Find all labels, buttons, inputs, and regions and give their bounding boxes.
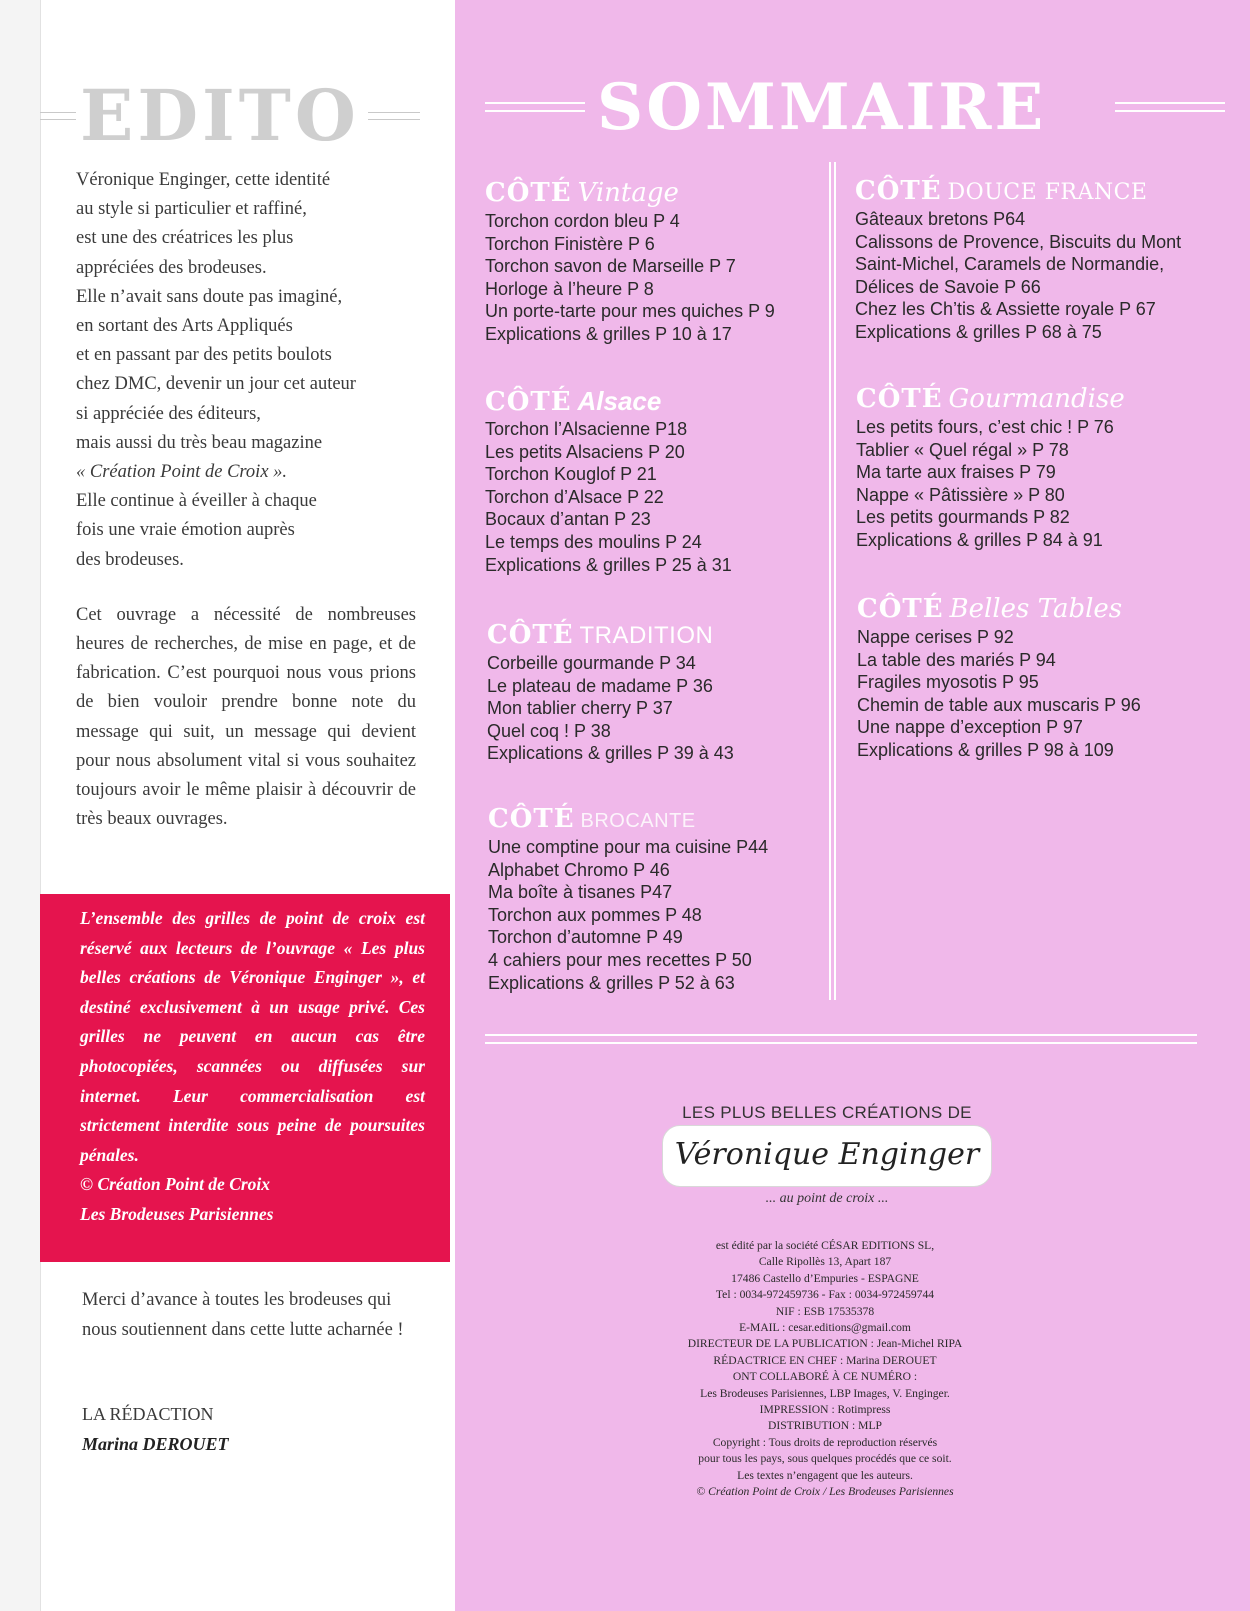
signature-label: LA RÉDACTION: [82, 1404, 214, 1424]
page-edge: [0, 0, 41, 1611]
toc-item: Corbeille gourmande P 34: [487, 653, 696, 673]
cote-label: CÔTÉ: [856, 384, 943, 414]
credit-line: NIF : ESB 17535378: [775, 1304, 875, 1318]
toc-item: Nappe « Pâtissière » P 80: [856, 484, 1065, 505]
toc-item: Une nappe d’exception P 97: [857, 717, 1083, 738]
credit-line: pour tous les pays, sous quelques procédés que ce soit.: [698, 1452, 952, 1466]
toc-item: Tablier « Quel régal » P 78: [856, 439, 1069, 460]
edito-paragraph-2: Cet ouvrage a nécessité de nombreuses heures de recherches, de mise en page, et de fabrication. C’est pourquoi nous vous prions de bien vouloir prendre bonne note du message qui suit, un message qui devient pour nous absolument vital si vous souhaitez toujours avoir le même plaisir à découvrir de très beaux ouvrages.: [76, 604, 416, 830]
cote-label: CÔTÉ: [485, 387, 572, 417]
toc-item: Chez les Ch’tis & Assiette royale P 67: [855, 299, 1156, 320]
cote-label: CÔTÉ: [857, 594, 944, 624]
cote-label: CÔTÉ: [487, 620, 574, 650]
edito-line: en sortant des Arts Appliqués: [76, 316, 293, 337]
section-items: [487, 652, 734, 765]
section-brocante: [488, 802, 768, 994]
toc-item: Explications & grilles P 84 à 91: [856, 529, 1103, 550]
toc-item: Horloge à l’heure P 8: [485, 278, 654, 299]
toc-item: Torchon Finistère P 6: [485, 233, 655, 254]
column-divider: [829, 162, 831, 1000]
section-items: [857, 626, 1141, 762]
toc-item: 4 cahiers pour mes recettes P 50: [488, 949, 752, 970]
toc-item: Torchon d’automne P 49: [488, 927, 683, 948]
toc-item: Délices de Savoie P 66: [855, 276, 1041, 297]
toc-item: Le plateau de madame P 36: [487, 675, 713, 696]
section-subtitle: Vintage: [577, 178, 679, 208]
toc-item: Nappe cerises P 92: [857, 627, 1014, 647]
credit-line: DISTRIBUTION : MLP: [767, 1419, 882, 1433]
sommaire-heading: [485, 72, 1225, 144]
section-subtitle: Gourmandise: [948, 384, 1125, 414]
edito-line: chez DMC, devenir un jour cet auteur: [76, 374, 356, 395]
sommaire-title: SOMMAIRE: [597, 70, 1047, 145]
toc-item: Un porte-tarte pour mes quiches P 9: [485, 301, 775, 322]
section-subtitle: DOUCE FRANCE: [947, 180, 1148, 205]
edito-line: Véronique Enginger, cette identité: [76, 170, 331, 190]
toc-item: Torchon cordon bleu P 4: [485, 211, 680, 231]
toc-item: Explications & grilles P 10 à 17: [485, 323, 732, 344]
toc-item: Explications & grilles P 98 à 109: [857, 739, 1114, 760]
edito-line: si appréciée des éditeurs,: [76, 403, 261, 424]
toc-item: Torchon l’Alsacienne P18: [485, 419, 688, 439]
edito-heading: [40, 76, 420, 156]
signature-name: Marina DEROUET: [82, 1434, 229, 1454]
publisher-credits: [625, 1238, 1025, 1501]
section-divider: [485, 1034, 1197, 1044]
copyright-notice-box: [40, 894, 450, 1262]
toc-item: Explications & grilles P 52 à 63: [488, 972, 735, 993]
toc-item: Saint-Michel, Caramels de Normandie,: [855, 254, 1165, 275]
notice-text: L’ensemble des grilles de point de croix est réservé aux lecteurs de l’ouvrage « Les plus belles créations de Véronique Enginger », et destiné exclusivement à un usage privé. Ces grilles ne peuvent en aucun cas être photocopiées, scannées ou diffusées sur internet. Leur commercialisation est strictement interdite sous peine de poursuites pénales.: [80, 908, 425, 1165]
section-douce-france: [855, 174, 1181, 344]
credit-line: 17486 Castello d’Empuries - ESPAGNE: [731, 1271, 919, 1285]
toc-item: Une comptine pour ma cuisine P44: [488, 837, 769, 857]
section-items: [485, 418, 732, 576]
section-subtitle: TRADITION: [579, 622, 714, 649]
heading-rule-left: [40, 112, 76, 120]
edito-line: Elle continue à éveiller à chaque: [76, 491, 317, 512]
credit-line: Les Brodeuses Parisiennes, LBP Images, V. Enginger.: [700, 1386, 950, 1400]
edito-line: Elle n’avait sans doute pas imaginé,: [76, 286, 343, 307]
toc-item: Torchon d’Alsace P 22: [485, 486, 664, 507]
toc-item: Explications & grilles P 68 à 75: [855, 321, 1102, 342]
section-items: [485, 210, 775, 346]
section-heading: [487, 618, 734, 652]
edito-body: [76, 166, 416, 860]
logo-subtitle: ... au point de croix ...: [765, 1191, 889, 1206]
section-heading: [857, 592, 1141, 626]
edito-column: [0, 0, 455, 1611]
section-items: [856, 416, 1125, 552]
section-heading: [488, 802, 768, 836]
thanks-text: Merci d’avance à toutes les brodeuses qui nous soutiennent dans cette lutte acharnée !: [82, 1290, 404, 1340]
toc-item: Torchon aux pommes P 48: [488, 904, 702, 925]
credit-line: E-MAIL : cesar.editions@gmail.com: [739, 1321, 911, 1335]
credit-line: DIRECTEUR DE LA PUBLICATION : Jean-Michel RIPA: [687, 1337, 963, 1351]
notice-copyright: © Création Point de Croix: [80, 1174, 271, 1195]
section-gourmandise: [856, 382, 1125, 552]
credit-line: Calle Ripollès 13, Apart 187: [758, 1255, 892, 1269]
toc-item: Ma tarte aux fraises P 79: [856, 462, 1056, 483]
edito-title: EDITO: [80, 74, 360, 157]
notice-brand: Les Brodeuses Parisiennes: [80, 1203, 274, 1224]
toc-item: Torchon savon de Marseille P 7: [485, 256, 736, 277]
section-heading: [856, 382, 1125, 416]
edito-line: au style si particulier et raffiné,: [76, 199, 307, 220]
toc-item: Les petits gourmands P 82: [856, 507, 1070, 528]
cote-label: CÔTÉ: [488, 804, 575, 834]
edito-line: est une des créatrices les plus: [76, 228, 294, 249]
toc-item: Le temps des moulins P 24: [485, 531, 702, 552]
toc-item: Les petits fours, c’est chic ! P 76: [856, 417, 1114, 437]
section-alsace: [485, 384, 732, 576]
section-tradition: [487, 618, 734, 765]
toc-item: Torchon Kouglof P 21: [485, 464, 657, 485]
credit-line: © Création Point de Croix / Les Brodeuses Parisiennes: [696, 1485, 954, 1499]
edito-line: fois une vraie émotion auprès: [76, 520, 295, 541]
credit-line: Copyright : Tous droits de reproduction réservés: [712, 1435, 938, 1449]
section-belles-tables: [857, 592, 1141, 762]
section-subtitle: Alsace: [577, 386, 662, 416]
column-divider: [834, 162, 836, 1000]
credit-line: est édité par la société CÉSAR EDITIONS SL,: [715, 1239, 935, 1252]
sommaire-panel: [455, 0, 1250, 1611]
section-vintage: [485, 176, 775, 346]
toc-item: Gâteaux bretons P64: [855, 209, 1026, 229]
edito-line: « Création Point de Croix ».: [76, 462, 288, 483]
credit-line: RÉDACTRICE EN CHEF : Marina DEROUET: [713, 1353, 937, 1367]
section-heading: [485, 384, 732, 418]
toc-item: Chemin de table aux muscaris P 96: [857, 694, 1141, 715]
edito-line: des brodeuses.: [76, 549, 184, 570]
heading-rule-left: [485, 102, 585, 112]
heading-rule-right: [1115, 102, 1225, 112]
credit-line: Les textes n’engagent que les auteurs.: [737, 1468, 913, 1482]
section-heading: [485, 176, 775, 210]
toc-item: Calissons de Provence, Biscuits du Mont: [855, 231, 1182, 252]
copyright-notice: [80, 904, 425, 1230]
heading-rule-right: [368, 112, 420, 120]
toc-item: Ma boîte à tisanes P47: [488, 882, 673, 903]
cote-label: CÔTÉ: [855, 176, 942, 206]
section-items: [488, 836, 768, 994]
credit-line: ONT COLLABORÉ À CE NUMÉRO :: [732, 1370, 918, 1384]
edito-line: et en passant par des petits boulots: [76, 345, 332, 366]
toc-item: La table des mariés P 94: [857, 649, 1056, 670]
magazine-logo: [662, 1103, 992, 1213]
edito-paragraph-1: [76, 166, 416, 575]
toc-item: Alphabet Chromo P 46: [488, 859, 670, 880]
toc-item: Bocaux d’antan P 23: [485, 509, 651, 530]
toc-item: Explications & grilles P 25 à 31: [485, 554, 732, 575]
section-items: [855, 208, 1181, 344]
edito-line: mais aussi du très beau magazine: [76, 432, 323, 453]
toc-item: Fragiles myosotis P 95: [857, 672, 1039, 693]
cote-label: CÔTÉ: [485, 178, 572, 208]
section-subtitle: Belles Tables: [949, 594, 1123, 624]
edito-line: appréciées des brodeuses.: [76, 257, 267, 278]
credit-line: Tel : 0034-972459736 - Fax : 0034-972459744: [715, 1288, 935, 1302]
toc-item: Mon tablier cherry P 37: [487, 698, 673, 719]
toc-item: Explications & grilles P 39 à 43: [487, 743, 734, 764]
section-subtitle: BROCANTE: [580, 810, 696, 832]
logo-name: Véronique Enginger: [674, 1137, 980, 1172]
toc-item: Quel coq ! P 38: [487, 720, 611, 741]
logo-top-text: LES PLUS BELLES CRÉATIONS DE: [682, 1103, 972, 1122]
section-heading: [855, 174, 1181, 208]
toc-item: Les petits Alsaciens P 20: [485, 441, 685, 462]
credit-line: IMPRESSION : Rotimpress: [759, 1403, 891, 1417]
